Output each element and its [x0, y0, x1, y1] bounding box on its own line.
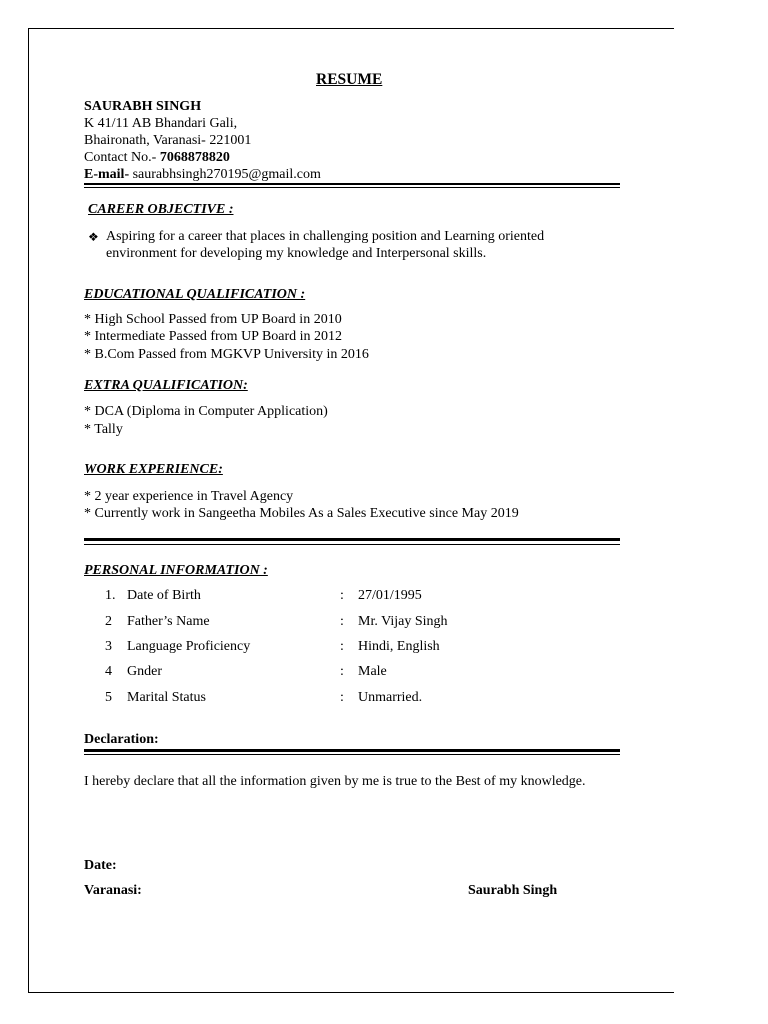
row-value: Male	[358, 664, 387, 679]
divider-thick	[84, 749, 620, 752]
resume-title: RESUME	[316, 71, 383, 88]
contact-label: Contact No.-	[84, 150, 160, 165]
email-line	[84, 166, 321, 183]
row-value: 27/01/1995	[358, 588, 422, 603]
row-colon: :	[340, 690, 344, 705]
candidate-name: SAURABH SINGH	[84, 99, 202, 114]
divider-thin	[84, 187, 620, 188]
personal-info-row	[84, 637, 620, 657]
work-experience-heading: WORK EXPERIENCE:	[84, 462, 223, 477]
personal-info-row	[84, 688, 620, 708]
personal-info-row	[84, 612, 620, 632]
education-item: * B.Com Passed from MGKVP University in 2016	[84, 347, 369, 362]
address-line-2: Bhaironath, Varanasi- 221001	[84, 133, 252, 148]
row-label: Marital Status	[127, 690, 206, 705]
personal-info-row	[84, 662, 620, 682]
row-number: 1.	[105, 588, 116, 603]
extra-item: * Tally	[84, 422, 123, 437]
email-address: saurabhsingh270195@gmail.com	[129, 167, 321, 182]
education-heading: EDUCATIONAL QUALIFICATION :	[84, 287, 306, 302]
personal-information-heading: PERSONAL INFORMATION :	[84, 563, 268, 578]
row-label: Father’s Name	[127, 614, 210, 629]
education-item: * Intermediate Passed from UP Board in 2012	[84, 329, 343, 344]
row-label: Language Proficiency	[127, 639, 251, 654]
row-colon: :	[340, 664, 344, 679]
row-value: Hindi, English	[358, 639, 440, 654]
extra-qualification-heading: EXTRA QUALIFICATION:	[84, 378, 248, 393]
work-item: * Currently work in Sangeetha Mobiles As a Sales Executive since May 2019	[84, 506, 519, 521]
diamond-bullet-icon: ❖	[88, 230, 99, 244]
row-value: Mr. Vijay Singh	[358, 614, 448, 629]
row-colon: :	[340, 588, 344, 603]
contact-phone: 7068878820	[159, 150, 230, 165]
place-label: Varanasi:	[84, 883, 142, 898]
row-number: 2	[105, 614, 112, 629]
row-label: Gnder	[127, 664, 162, 679]
extra-item: * DCA (Diploma in Computer Application)	[84, 404, 328, 419]
row-number: 3	[105, 639, 112, 654]
divider-thick	[84, 183, 620, 185]
row-colon: :	[340, 639, 344, 654]
email-label: E-mail-	[84, 167, 130, 182]
row-value: Unmarried.	[358, 690, 423, 705]
row-label: Date of Birth	[127, 588, 201, 603]
education-item: * High School Passed from UP Board in 2010	[84, 312, 342, 327]
date-label: Date:	[84, 858, 117, 873]
career-objective-line-2: environment for developing my knowledge and Interpersonal skills.	[106, 246, 487, 261]
row-number: 4	[105, 664, 112, 679]
declaration-text: I hereby declare that all the information given by me is true to the Best of my knowledge.	[84, 774, 586, 789]
work-item: * 2 year experience in Travel Agency	[84, 489, 294, 504]
address-line-1: K 41/11 AB Bhandari Gali,	[84, 116, 238, 131]
row-number: 5	[105, 690, 112, 705]
divider-thin	[84, 754, 620, 755]
contact-number	[84, 149, 230, 166]
personal-info-row	[84, 586, 620, 606]
signature-name: Saurabh Singh	[468, 883, 558, 898]
divider-thick	[84, 538, 620, 541]
declaration-heading: Declaration:	[84, 732, 159, 747]
career-objective-heading: CAREER OBJECTIVE :	[88, 202, 234, 217]
divider-thin	[84, 544, 620, 545]
row-colon: :	[340, 614, 344, 629]
career-objective-line-1: Aspiring for a career that places in challenging position and Learning oriented	[106, 229, 545, 244]
